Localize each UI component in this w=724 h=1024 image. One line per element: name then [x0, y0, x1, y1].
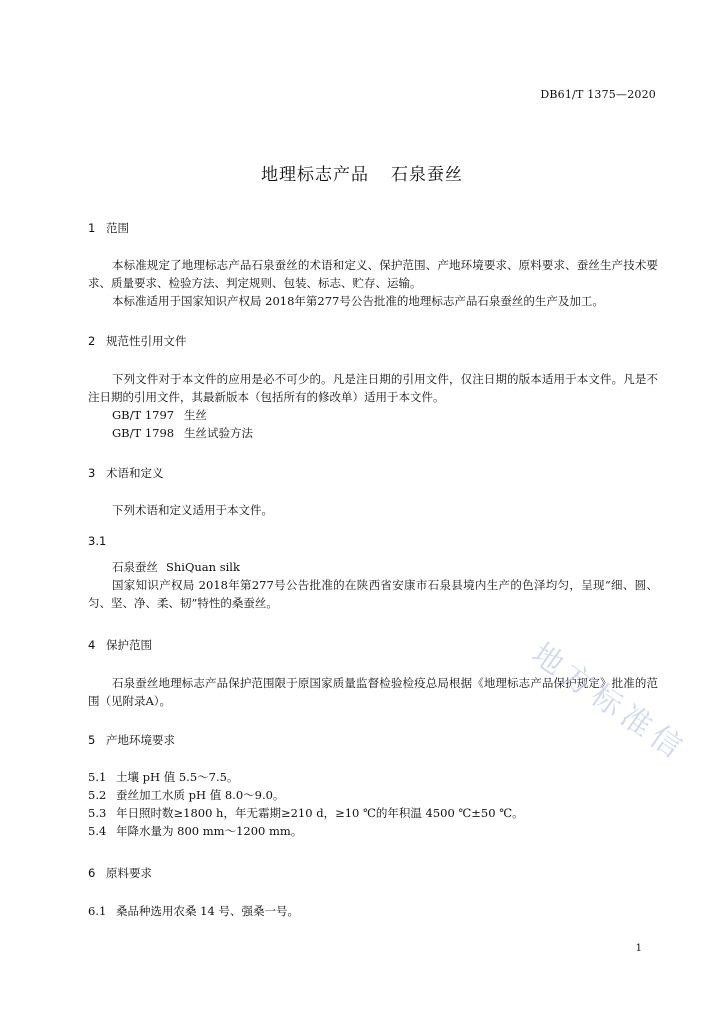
- section-5-body: [88, 768, 658, 840]
- section-1-body: [88, 256, 658, 310]
- section-3-body: [88, 501, 658, 519]
- scope-paragraph-2: 本标准适用于国家知识产权局 2018年第277号公告批准的地理标志产品石泉蚕丝的生产及加工。: [112, 294, 604, 308]
- scope-paragraph-1: 本标准规定了地理标志产品石泉蚕丝的术语和定义、保护范围、产地环境要求、原料要求、蚕丝生产技术要求、质量要求、检验方法、判定规则、包装、标志、贮存、运输。: [88, 258, 658, 290]
- terms-intro: 下列术语和定义适用于本文件。: [112, 503, 273, 517]
- document-title: [0, 160, 724, 185]
- list-item: 6.1 桑品种选用农桑 14 号、强桑一号。: [88, 904, 299, 918]
- section-1-heading: 1 范围: [88, 221, 129, 235]
- references-paragraph: 下列文件对于本文件的应用是必不可少的。凡是注日期的引用文件，仅注日期的版本适用于本文件。凡是不注日期的引用文件，其最新版本（包括所有的修改单）适用于本文件。: [88, 372, 658, 404]
- section-2-body: [88, 370, 658, 442]
- term-entry: [88, 558, 658, 612]
- section-6-heading: 6 原料要求: [88, 866, 152, 880]
- section-5-heading: 5 产地环境要求: [88, 733, 175, 747]
- section-6-body: [88, 902, 658, 920]
- reference-item: GB/T 1797 生丝: [112, 408, 207, 422]
- page-number: 1: [635, 943, 642, 954]
- term-chinese: 石泉蚕丝: [112, 560, 158, 574]
- list-item: 5.4 年降水量为 800 mm～1200 mm。: [88, 824, 303, 838]
- protection-scope-paragraph: 石泉蚕丝地理标志产品保护范围限于原国家质量监督检验检疫总局根据《地理标志产品保护规定》批准的范围（见附录A）。: [88, 676, 658, 708]
- title-part-1: 地理标志产品: [261, 165, 369, 185]
- title-part-2: 石泉蚕丝: [391, 165, 463, 185]
- subclause-3-1-number: 3.1: [88, 534, 107, 548]
- reference-item: GB/T 1798 生丝试验方法: [112, 426, 253, 440]
- section-2-heading: 2 规范性引用文件: [88, 334, 187, 348]
- section-3-heading: 3 术语和定义: [88, 466, 164, 480]
- term-english: ShiQuan silk: [166, 560, 240, 574]
- section-4-heading: 4 保护范围: [88, 638, 152, 652]
- watermark: 地方标准信: [525, 636, 693, 769]
- term-definition: 国家知识产权局 2018年第277号公告批准的在陕西省安康市石泉县境内生产的色泽均匀，呈现“细、圆、匀、坚、净、柔、韧”特性的桑蚕丝。: [88, 578, 658, 610]
- list-item: 5.3 年日照时数≥1800 h，年无霜期≥210 d，≥10 ℃的年积温 4500 ℃±50 ℃。: [88, 806, 524, 820]
- list-item: 5.1 土壤 pH 值 5.5～7.5。: [88, 770, 239, 784]
- document-code: DB61/T 1375—2020: [540, 88, 656, 101]
- list-item: 5.2 蚕丝加工水质 pH 值 8.0～9.0。: [88, 788, 285, 802]
